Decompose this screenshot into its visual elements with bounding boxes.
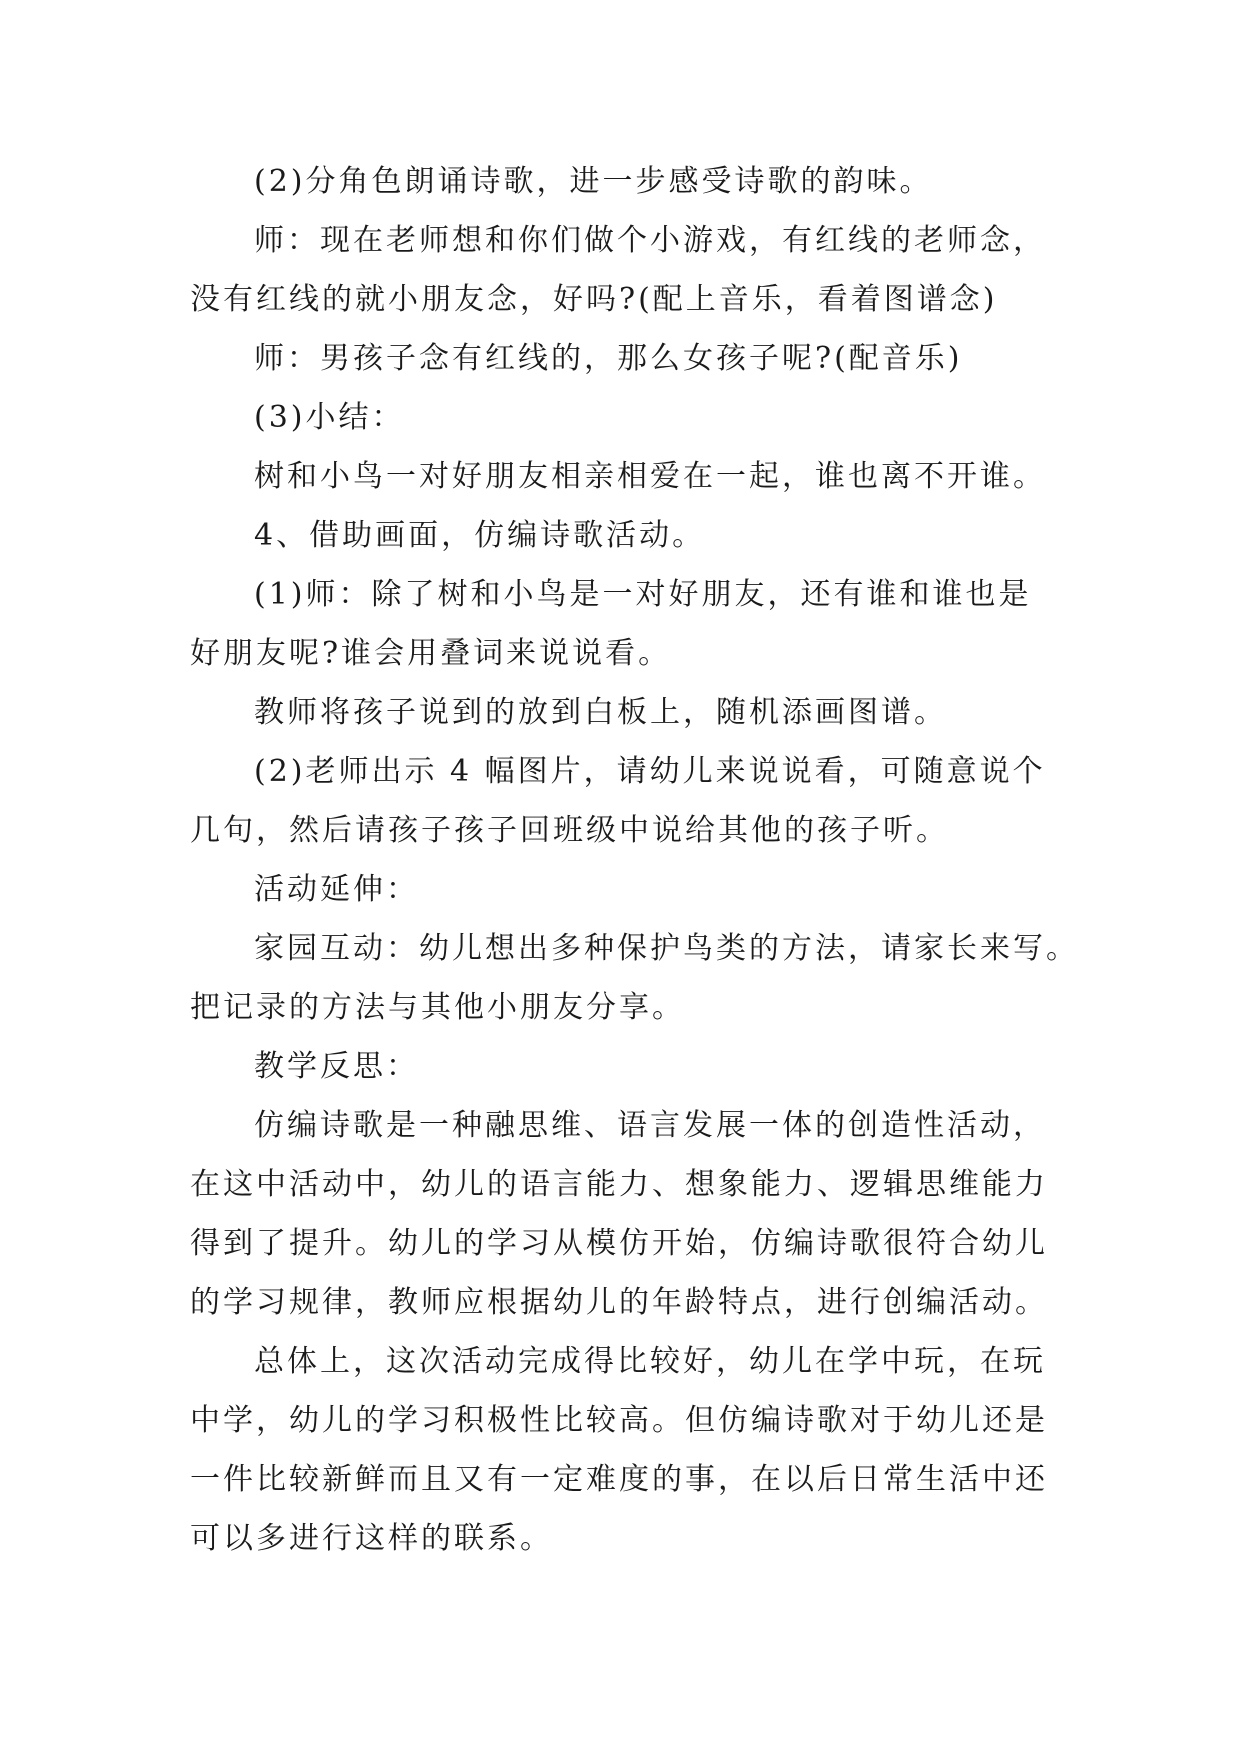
text-line: 师：现在老师想和你们做个小游戏，有红线的老师念，	[254, 223, 1046, 258]
text-line: (3)小结：	[254, 400, 405, 435]
text-line: 总体上，这次活动完成得比较好，幼儿在学中玩，在玩	[254, 1344, 1046, 1379]
text-line: 仿编诗歌是一种融思维、语言发展一体的创造性活动，	[254, 1108, 1046, 1143]
text-line: (2)老师出示 4 幅图片，请幼儿来说说看，可随意说个	[254, 754, 1046, 789]
document-body	[190, 152, 1079, 1568]
text-line: 好朋友呢?谁会用叠词来说说看。	[190, 636, 672, 671]
text-line: (2)分角色朗诵诗歌，进一步感受诗歌的韵味。	[254, 164, 933, 199]
text-line: 一件比较新鲜而且又有一定难度的事，在以后日常生活中还	[190, 1462, 1048, 1497]
text-line: 树和小鸟一对好朋友相亲相爱在一起，谁也离不开谁。	[254, 459, 1046, 494]
text-line: 教师将孩子说到的放到白板上，随机添画图谱。	[254, 695, 947, 730]
text-line: 几句，然后请孩子孩子回班级中说给其他的孩子听。	[190, 813, 949, 848]
text-line: 家园互动：幼儿想出多种保护鸟类的方法，请家长来写。	[254, 931, 1079, 966]
text-line: 活动延伸：	[254, 872, 419, 907]
text-line: 中学，幼儿的学习积极性比较高。但仿编诗歌对于幼儿还是	[190, 1403, 1048, 1438]
text-line: 4、借助画面，仿编诗歌活动。	[254, 518, 706, 553]
text-line: 师：男孩子念有红线的，那么女孩子呢?(配音乐)	[254, 341, 963, 376]
text-line: 没有红线的就小朋友念，好吗?(配上音乐，看着图谱念)	[190, 282, 998, 317]
text-line: 可以多进行这样的联系。	[190, 1521, 553, 1556]
text-line: 把记录的方法与其他小朋友分享。	[190, 990, 685, 1025]
text-line: 的学习规律，教师应根据幼儿的年龄特点，进行创编活动。	[190, 1285, 1048, 1320]
text-line: 教学反思：	[254, 1049, 419, 1084]
text-line: (1)师：除了树和小鸟是一对好朋友，还有谁和谁也是	[254, 577, 1032, 612]
text-line: 得到了提升。幼儿的学习从模仿开始，仿编诗歌很符合幼儿	[190, 1226, 1048, 1261]
text-line: 在这中活动中，幼儿的语言能力、想象能力、逻辑思维能力	[190, 1167, 1048, 1202]
